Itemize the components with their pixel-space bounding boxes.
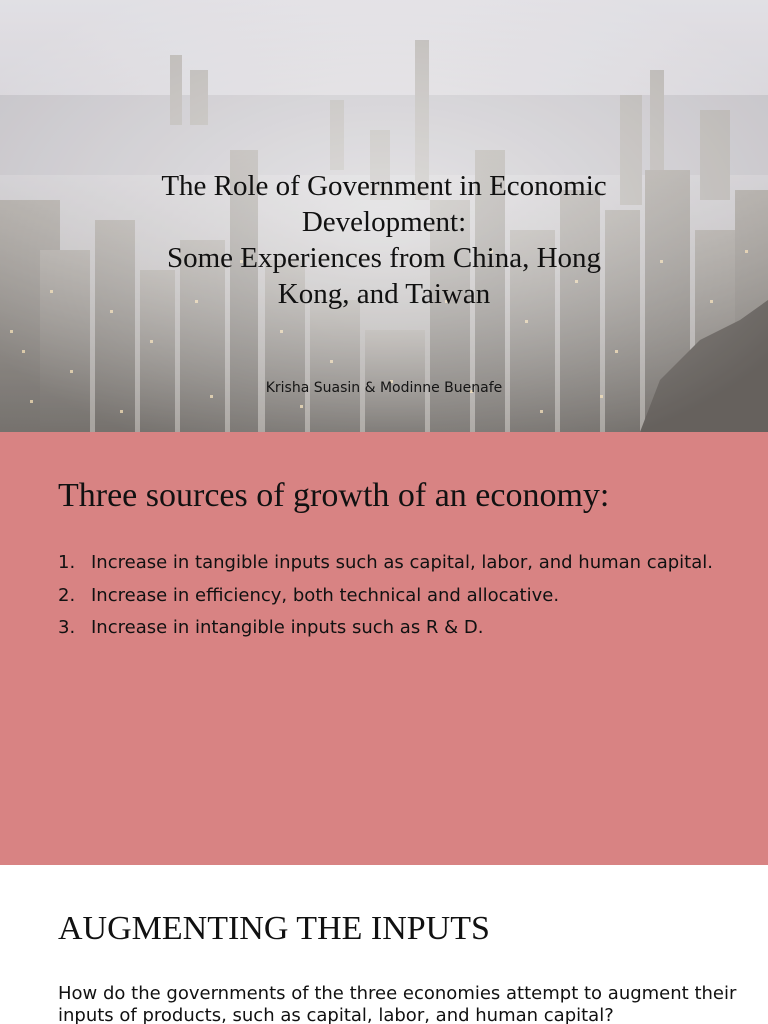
list-item-number: 3. — [58, 617, 76, 638]
slide-title — [100, 168, 668, 312]
title-slide — [0, 0, 768, 432]
list-item-text: Increase in intangible inputs such as R & D. — [91, 617, 484, 638]
slide-body-text: How do the governments of the three economies attempt to augment their inputs of products, such as capital, labor, and human capital? — [58, 983, 737, 1024]
slide-heading: AUGMENTING THE INPUTS — [58, 910, 490, 947]
slide-title-line: Some Experiences from China, Hong — [166, 242, 602, 274]
slide-title-line: The Role of Government in Economic — [161, 170, 607, 202]
augmenting-inputs-slide — [0, 865, 768, 1024]
list-item-number: 2. — [58, 584, 76, 606]
list-item — [58, 547, 713, 580]
list-item-text: Increase in efficiency, both technical and allocative. — [91, 584, 560, 606]
list-item-text: Increase in tangible inputs such as capital, labor, and human capital. — [91, 552, 713, 573]
slide-title-line: Kong, and Taiwan — [277, 278, 491, 310]
growth-sources-list — [58, 547, 713, 645]
list-item-number: 1. — [58, 552, 76, 573]
slide-title-line: Development: — [301, 206, 467, 238]
growth-sources-slide — [0, 432, 768, 865]
list-item — [58, 580, 713, 613]
slide-authors: Krisha Suasin & Modinne Buenafe — [265, 380, 503, 396]
list-item — [58, 612, 713, 645]
slide-heading: Three sources of growth of an economy: — [58, 477, 610, 514]
